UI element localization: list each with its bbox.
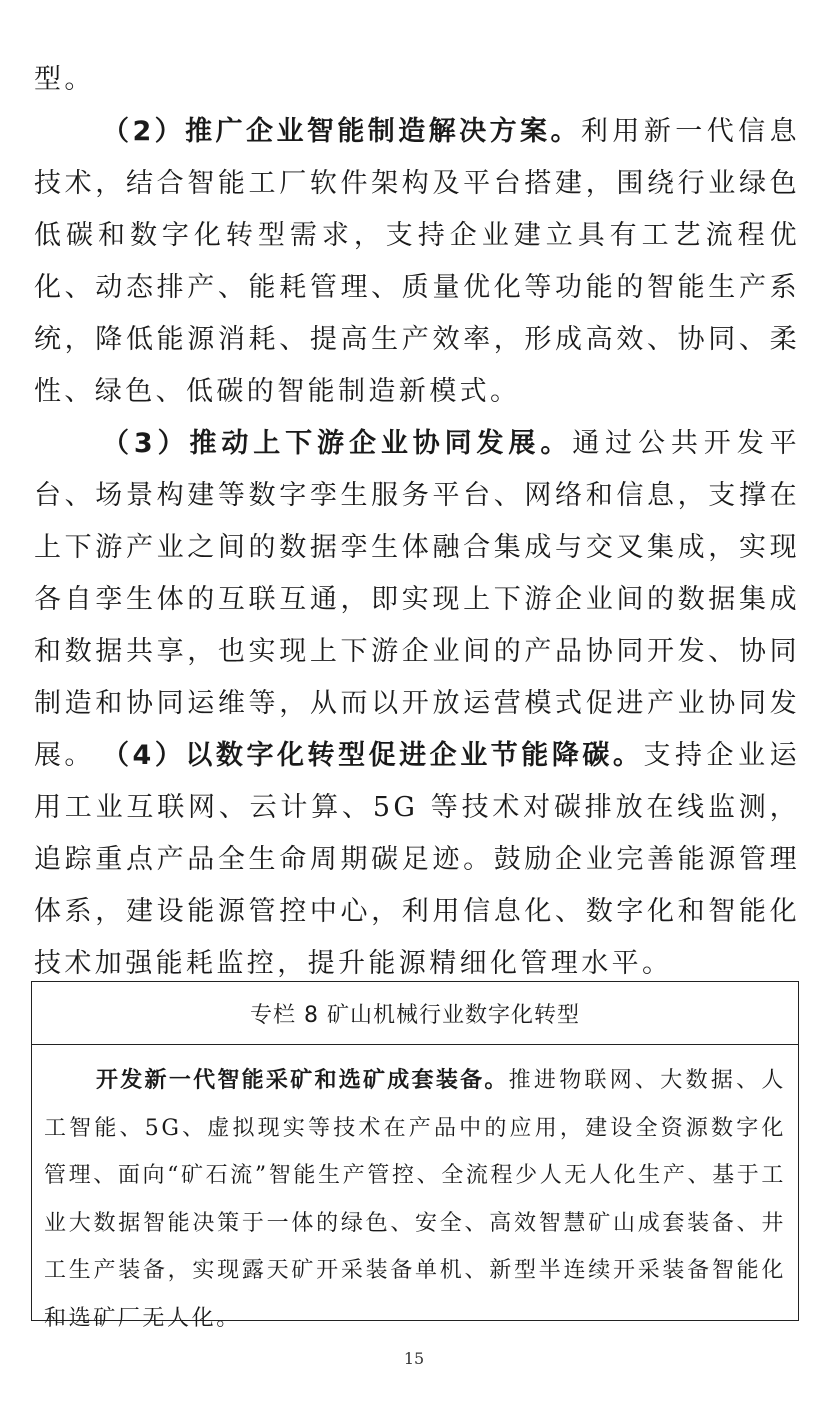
sidebar-box-title: 专栏 8 矿山机械行业数字化转型 xyxy=(32,982,798,1045)
page-number: 15 xyxy=(403,1349,425,1368)
continuation-fragment: 型。 xyxy=(34,64,95,95)
paragraph-body: 支持企业运用工业互联网、云计算、5G 等技术对碳排放在线监测，追踪重点产品全生命周期碳足迹。鼓励企业完善能源管理体系，建设能源管控中心，利用信息化、数字化和智能化技术加强能耗监控，提升能源精细化管理水平。 xyxy=(34,740,800,979)
paragraph-body: 利用新一代信息技术，结合智能工厂软件架构及平台搭建，围绕行业绿色低碳和数字化转型需求，支持企业建立具有工艺流程优化、动态排产、能耗管理、质量优化等功能的智能生产系统，降低能源消耗、提高生产效率，形成高效、协同、柔性、绿色、低碳的智能制造新模式。 xyxy=(34,116,800,407)
paragraph-body: 通过公共开发平台、场景构建等数字孪生服务平台、网络和信息，支撑在上下游产业之间的数据孪生体融合集成与交叉集成，实现各自孪生体的互联互通，即实现上下游企业间的数据集成和数据共享，也实现上下游企业间的产品协同开发、协同制造和协同运维等，从而以开放运营模式促进产业协同发展。 xyxy=(34,428,800,771)
sidebar-box xyxy=(31,981,799,1331)
paragraph-upstream-downstream xyxy=(34,418,800,782)
paragraph-heading: （4）以数字化转型促进企业节能降碳。 xyxy=(102,740,644,771)
paragraph-heading: （3）推动上下游企业协同发展。 xyxy=(102,428,573,459)
paragraph-smart-manufacturing xyxy=(34,106,800,418)
sidebar-box-text: 推进物联网、大数据、人工智能、5G、虚拟现实等技术在产品中的应用，建设全资源数字化管理、面向“矿石流”智能生产管控、全流程少人无人化生产、基于工业大数据智能决策于一体的绿色、安全、高效智慧矿山成套装备、井工生产装备，实现露天矿开采装备单机、新型半连续开采装备智能化和选矿厂无人化。 xyxy=(44,1068,786,1331)
continuation-text xyxy=(34,54,800,106)
sidebar-box-body xyxy=(32,1045,798,1342)
paragraph-heading: （2）推广企业智能制造解决方案。 xyxy=(102,116,581,147)
paragraph-energy-carbon xyxy=(34,730,800,990)
sidebar-box-heading: 开发新一代智能采矿和选矿成套装备。 xyxy=(96,1068,509,1093)
